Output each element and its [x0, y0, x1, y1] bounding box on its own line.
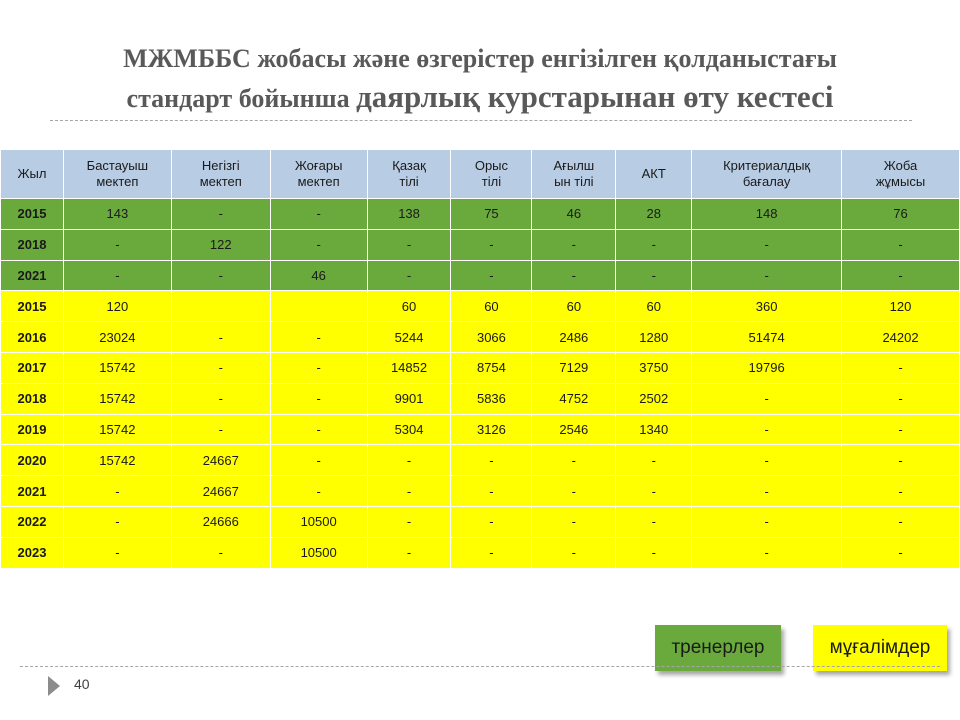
year-cell: 2021	[1, 476, 64, 507]
column-header	[532, 150, 616, 199]
column-header	[842, 150, 960, 199]
table-cell: -	[692, 260, 842, 291]
trainers-button[interactable]: тренерлер	[655, 625, 781, 671]
table-row	[1, 383, 960, 414]
year-cell: 2019	[1, 414, 64, 445]
table-header-row	[1, 150, 960, 199]
table-row	[1, 199, 960, 230]
table-cell: 60	[616, 291, 692, 322]
column-header-label: Жыл	[17, 166, 47, 181]
table-cell: 46	[270, 260, 367, 291]
table-cell: -	[842, 383, 960, 414]
table-cell: -	[532, 476, 616, 507]
table-cell: -	[63, 506, 171, 537]
table-cell: -	[171, 322, 270, 353]
table-cell: 360	[692, 291, 842, 322]
column-header-label: Бастауыш	[86, 158, 149, 173]
table-row	[1, 260, 960, 291]
title-line-2a: стандарт бойынша	[126, 84, 357, 113]
title-line-1: МЖМББС жобасы және өзгерістер енгізілген қолданыстағы	[123, 44, 837, 73]
table-cell: -	[616, 229, 692, 260]
column-header-label: Қазақ	[392, 158, 426, 173]
table-cell: -	[270, 414, 367, 445]
table-cell: -	[692, 229, 842, 260]
table-cell: 15742	[63, 383, 171, 414]
table-cell: -	[692, 383, 842, 414]
table-cell: -	[270, 476, 367, 507]
table-cell: 15742	[63, 414, 171, 445]
column-header	[451, 150, 532, 199]
column-header-label: бағалау	[742, 174, 791, 189]
year-cell: 2015	[1, 291, 64, 322]
table-cell: -	[367, 537, 451, 568]
column-header-label: АКТ	[641, 166, 666, 181]
table-cell: -	[692, 414, 842, 445]
table-cell: 2486	[532, 322, 616, 353]
column-header-label: мектеп	[297, 174, 340, 189]
table-cell: 60	[367, 291, 451, 322]
table-cell: -	[270, 383, 367, 414]
table-cell: -	[171, 537, 270, 568]
table-cell: -	[63, 260, 171, 291]
table-cell: -	[367, 445, 451, 476]
column-header	[63, 150, 171, 199]
footer-divider	[20, 666, 940, 667]
column-header-label: Жоғары	[294, 158, 343, 173]
teachers-button[interactable]: мұғалімдер	[813, 625, 947, 671]
table-cell: 143	[63, 199, 171, 230]
column-header-label: Ағылш	[553, 158, 595, 173]
table-cell	[171, 291, 270, 322]
column-header-label: мектеп	[96, 174, 139, 189]
table-body	[1, 199, 960, 569]
table-cell: -	[171, 352, 270, 383]
column-header	[367, 150, 451, 199]
table-cell: -	[270, 322, 367, 353]
year-cell: 2021	[1, 260, 64, 291]
table-cell: -	[171, 260, 270, 291]
table-row	[1, 414, 960, 445]
table-cell: -	[63, 537, 171, 568]
table-row	[1, 476, 960, 507]
table-cell: 5244	[367, 322, 451, 353]
year-cell: 2015	[1, 199, 64, 230]
table-cell: -	[532, 537, 616, 568]
table-cell: -	[842, 260, 960, 291]
slide-title	[30, 40, 930, 122]
table-cell: 1340	[616, 414, 692, 445]
table-cell: -	[451, 537, 532, 568]
column-header-label: тілі	[481, 174, 502, 189]
table-cell: 24667	[171, 476, 270, 507]
table-cell: 120	[63, 291, 171, 322]
column-header-label: тілі	[399, 174, 419, 189]
table-cell: 46	[532, 199, 616, 230]
table-cell: -	[270, 445, 367, 476]
table-cell: -	[451, 445, 532, 476]
table-cell: -	[270, 229, 367, 260]
table-cell: 138	[367, 199, 451, 230]
table-cell: -	[367, 506, 451, 537]
table-row	[1, 229, 960, 260]
table-cell: 7129	[532, 352, 616, 383]
table-cell: 14852	[367, 352, 451, 383]
year-cell: 2018	[1, 229, 64, 260]
table-cell: 23024	[63, 322, 171, 353]
table-cell: -	[616, 445, 692, 476]
table-cell: -	[842, 352, 960, 383]
table-cell: -	[367, 229, 451, 260]
table-cell: 5304	[367, 414, 451, 445]
table-row	[1, 352, 960, 383]
table-cell: 10500	[270, 506, 367, 537]
table-cell: -	[532, 445, 616, 476]
table-row	[1, 445, 960, 476]
table-cell: 76	[842, 199, 960, 230]
table-cell: 1280	[616, 322, 692, 353]
table-cell: -	[842, 414, 960, 445]
table-cell: -	[532, 260, 616, 291]
table-cell: -	[451, 229, 532, 260]
year-cell: 2017	[1, 352, 64, 383]
table-cell: 3126	[451, 414, 532, 445]
table-cell: -	[842, 476, 960, 507]
table-cell: 122	[171, 229, 270, 260]
year-cell: 2020	[1, 445, 64, 476]
table-cell: 75	[451, 199, 532, 230]
table-cell: -	[451, 476, 532, 507]
column-header-label: Орыс	[474, 158, 509, 173]
year-cell: 2018	[1, 383, 64, 414]
title-divider	[50, 120, 912, 121]
table-cell: 9901	[367, 383, 451, 414]
column-header	[270, 150, 367, 199]
page-number: 40	[74, 676, 90, 692]
table-cell: -	[451, 506, 532, 537]
table-cell: -	[63, 229, 171, 260]
table-cell: 3066	[451, 322, 532, 353]
table-cell	[270, 291, 367, 322]
table-cell: -	[532, 506, 616, 537]
triangle-right-icon	[48, 676, 60, 696]
column-header-label: ын тілі	[554, 174, 594, 189]
table-cell: 60	[532, 291, 616, 322]
year-cell: 2016	[1, 322, 64, 353]
table-cell: 60	[451, 291, 532, 322]
table-row	[1, 506, 960, 537]
table-cell: -	[692, 537, 842, 568]
column-header	[616, 150, 692, 199]
table-cell: -	[692, 445, 842, 476]
table-row	[1, 322, 960, 353]
column-header-label: мектеп	[199, 174, 242, 189]
table-cell: -	[171, 383, 270, 414]
table-cell: -	[616, 537, 692, 568]
table-cell: 24202	[842, 322, 960, 353]
table-cell: 24666	[171, 506, 270, 537]
column-header	[1, 150, 64, 199]
table-row	[1, 537, 960, 568]
table-cell: 28	[616, 199, 692, 230]
table-cell: -	[270, 199, 367, 230]
table-cell: -	[842, 229, 960, 260]
table-cell: 3750	[616, 352, 692, 383]
table-cell: 10500	[270, 537, 367, 568]
table-cell: 2502	[616, 383, 692, 414]
table-cell: 51474	[692, 322, 842, 353]
table-cell: 8754	[451, 352, 532, 383]
table-cell: 15742	[63, 445, 171, 476]
table-cell: -	[270, 352, 367, 383]
column-header-label: Критериалдық	[723, 158, 811, 173]
table-cell: -	[367, 260, 451, 291]
column-header-label: Негізгі	[201, 158, 240, 173]
column-header-label: Жоба	[883, 158, 918, 173]
table-cell: -	[171, 199, 270, 230]
column-header	[171, 150, 270, 199]
table-cell: -	[451, 260, 532, 291]
column-header	[692, 150, 842, 199]
table-cell: 4752	[532, 383, 616, 414]
column-header-label: жұмысы	[875, 174, 926, 189]
table-cell: -	[616, 506, 692, 537]
schedule-table	[0, 149, 960, 569]
year-cell: 2023	[1, 537, 64, 568]
table-cell: 19796	[692, 352, 842, 383]
table-cell: 24667	[171, 445, 270, 476]
table-row	[1, 291, 960, 322]
table-cell: -	[842, 445, 960, 476]
table-cell: -	[616, 260, 692, 291]
year-cell: 2022	[1, 506, 64, 537]
table-cell: 5836	[451, 383, 532, 414]
table-cell: -	[63, 476, 171, 507]
table-cell: -	[842, 506, 960, 537]
table-cell: -	[692, 506, 842, 537]
table-cell: 15742	[63, 352, 171, 383]
table-cell: 148	[692, 199, 842, 230]
table-cell: -	[532, 229, 616, 260]
table-cell: -	[171, 414, 270, 445]
table-cell: -	[367, 476, 451, 507]
table-cell: 120	[842, 291, 960, 322]
table-cell: -	[692, 476, 842, 507]
table-cell: 2546	[532, 414, 616, 445]
title-line-2b: даярлық курстарынан өту кестесі	[356, 79, 834, 114]
table-cell: -	[842, 537, 960, 568]
table-cell: -	[616, 476, 692, 507]
